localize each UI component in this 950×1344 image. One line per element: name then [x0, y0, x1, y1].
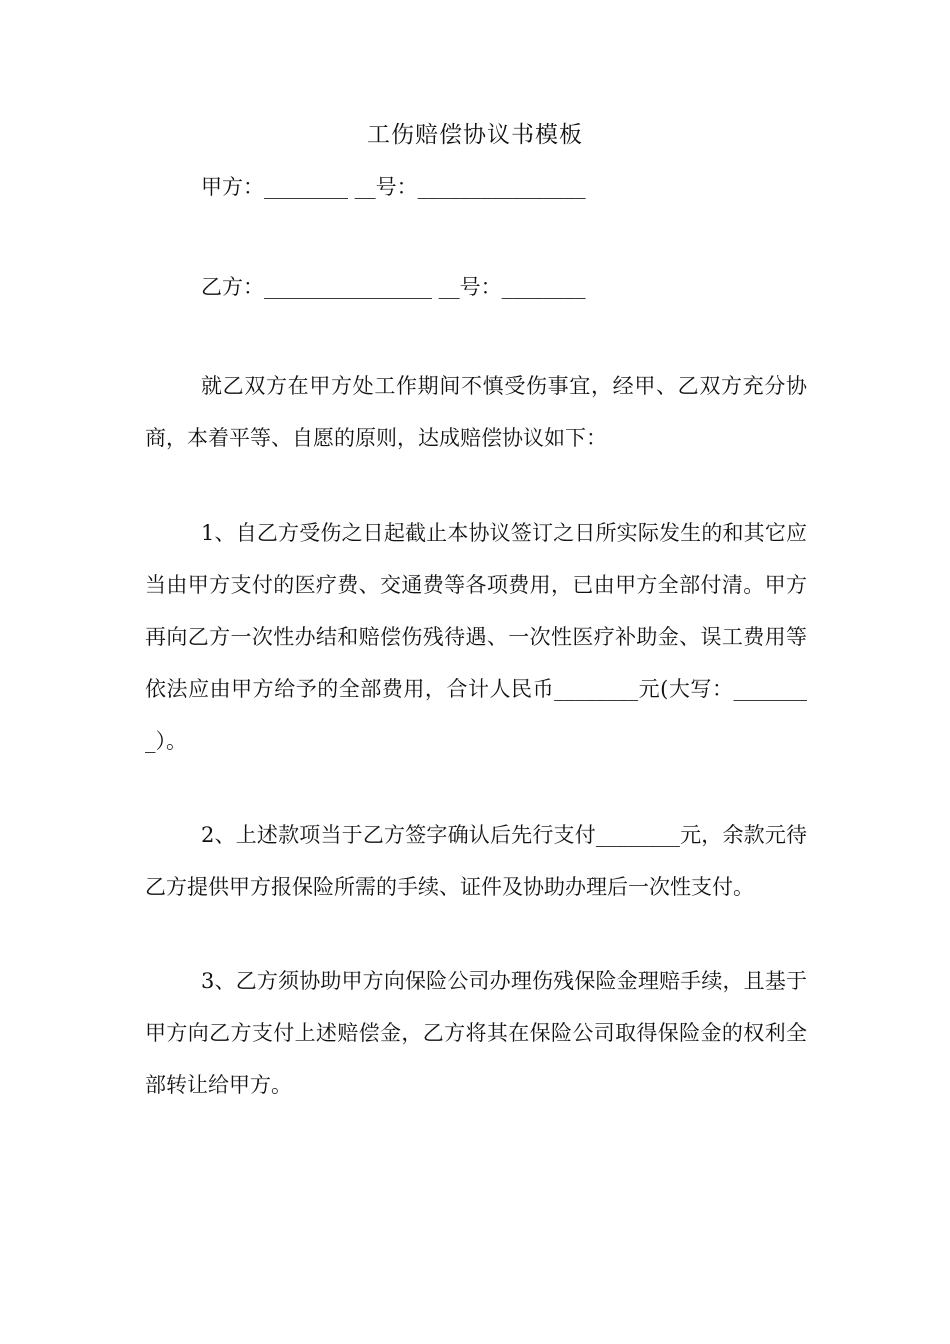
- party-b-line: 乙方：________________ __号：________: [201, 275, 586, 299]
- intro-paragraph: 就乙双方在甲方处工作期间不慎受伤事宜，经甲、乙双方充分协商，本着平等、自愿的原则，达成赔偿协议如下：: [145, 374, 807, 450]
- clause-1-paragraph: 1、自乙方受伤之日起截止本协议签订之日所实际发生的和其它应当由甲方支付的医疗费、交通费等各项费用，已由甲方全部付清。甲方再向乙方一次性办结和赔偿伤残待遇、一次性医疗补助金、误工费用等依法应由甲方给予的全部费用，合计人民币________元(大写：________）。: [145, 521, 807, 753]
- party-a-line: 甲方：________ __号：________________: [201, 175, 586, 199]
- clause-2-paragraph: 2、上述款项当于乙方签字确认后先行支付________元，余款元待乙方提供甲方报保险所需的手续、证件及协助办理后一次性支付。: [145, 823, 807, 899]
- document-title: 工伤赔偿协议书模板: [367, 122, 583, 148]
- clause-3-paragraph: 3、乙方须协助甲方向保险公司办理伤残保险金理赔手续，且基于甲方向乙方支付上述赔偿金，乙方将其在保险公司取得保险金的权利全部转让给甲方。: [145, 969, 807, 1097]
